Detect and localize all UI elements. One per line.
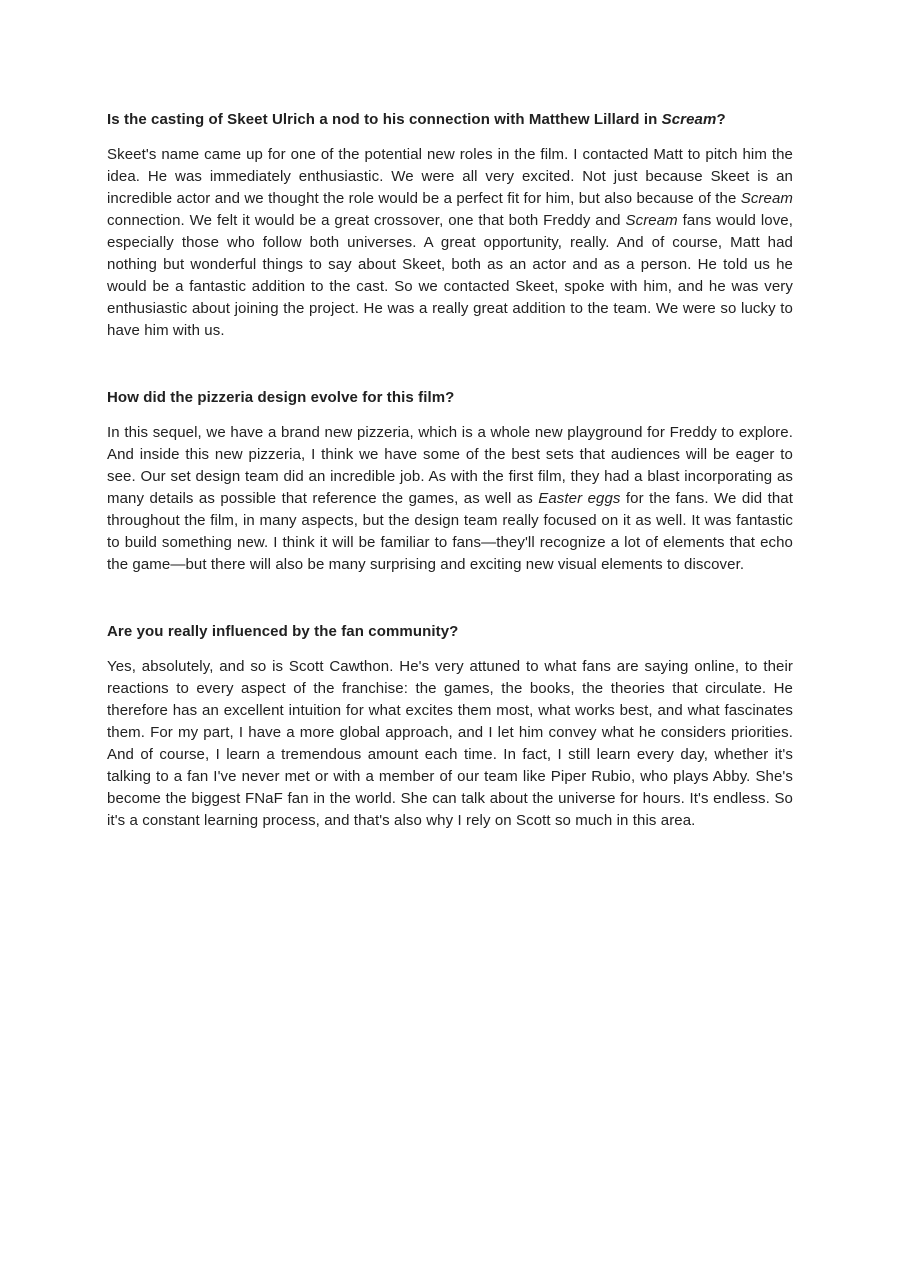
answer-italic-run: Scream — [740, 190, 793, 207]
interview-answer — [107, 422, 793, 576]
answer-italic-run: Scream — [625, 212, 678, 229]
interview-answer — [107, 656, 793, 832]
question-text-run: ? — [716, 111, 726, 128]
answer-text-run: In this sequel, we have a brand new pizzeria, which is a whole new playground for Freddy to explore. And inside this new pizzeria, I think we have some of the best sets that audiences will be eager to see. Our set design team did an incredible job. As with the first film, they had a blast incorporating as many details as possible that reference the games, as well as — [107, 424, 793, 507]
answer-text-run: Skeet's name came up for one of the potential new roles in the film. I contacted Matt to pitch him the idea. He was immediately enthusiastic. We were all very excited. Not just because Skeet is an incredible actor and we thought the role would be a perfect fit for him, but also because of the — [107, 146, 793, 207]
question-italic-run: Scream — [661, 111, 717, 128]
question-text-run: Are you really influenced by the fan community? — [107, 623, 459, 640]
answer-text-run: Yes, absolutely, and so is Scott Cawthon. He's very attuned to what fans are saying online, to their reactions to every aspect of the franchise: the games, the books, the theories that circulate. He therefore has an excellent intuition for what excites them most, what works best, and what fascinates them. For my part, I have a more global approach, and I let him convey what he considers priorities. And of course, I learn a tremendous amount each time. In fact, I still learn every day, whether it's talking to a fan I've never met or with a member of our team like Piper Rubio, who plays Abby. She's become the biggest FNaF fan in the world. She can talk about the universe for hours. It's endless. So it's a constant learning process, and that's also why I rely on Scott so much in this area. — [107, 658, 793, 829]
qa-section-pizzeria-design — [107, 387, 793, 576]
answer-text-run: for the fans. We did that throughout the film, in many aspects, but the design team really focused on it as well. It was fantastic to build something new. I think it will be familiar to fans—they'll recognize a lot of elements that echo the game—but there will also be many surprising and exciting new visual elements to discover. — [107, 490, 794, 573]
question-text-run: How did the pizzeria design evolve for this film? — [107, 389, 455, 406]
interview-question — [107, 621, 793, 643]
interview-answer — [107, 144, 793, 342]
answer-italic-run: Easter eggs — [538, 490, 621, 507]
qa-section-fan-community — [107, 621, 793, 832]
question-text-run: Is the casting of Skeet Ulrich a nod to his connection with Matthew Lillard in — [107, 111, 662, 128]
answer-text-run: fans would love, especially those who follow both universes. A great opportunity, really. And of course, Matt had nothing but wonderful things to say about Skeet, both as an actor and as a person. He told us he would be a fantastic addition to the cast. So we contacted Skeet, spoke with him, and he was very enthusiastic about joining the project. He was a really great addition to the team. We were so lucky to have him with us. — [107, 212, 794, 339]
interview-question — [107, 387, 793, 409]
qa-section-skeet-ulrich — [107, 109, 793, 342]
interview-question — [107, 109, 793, 131]
answer-text-run: connection. We felt it would be a great crossover, one that both Freddy and — [107, 212, 626, 229]
